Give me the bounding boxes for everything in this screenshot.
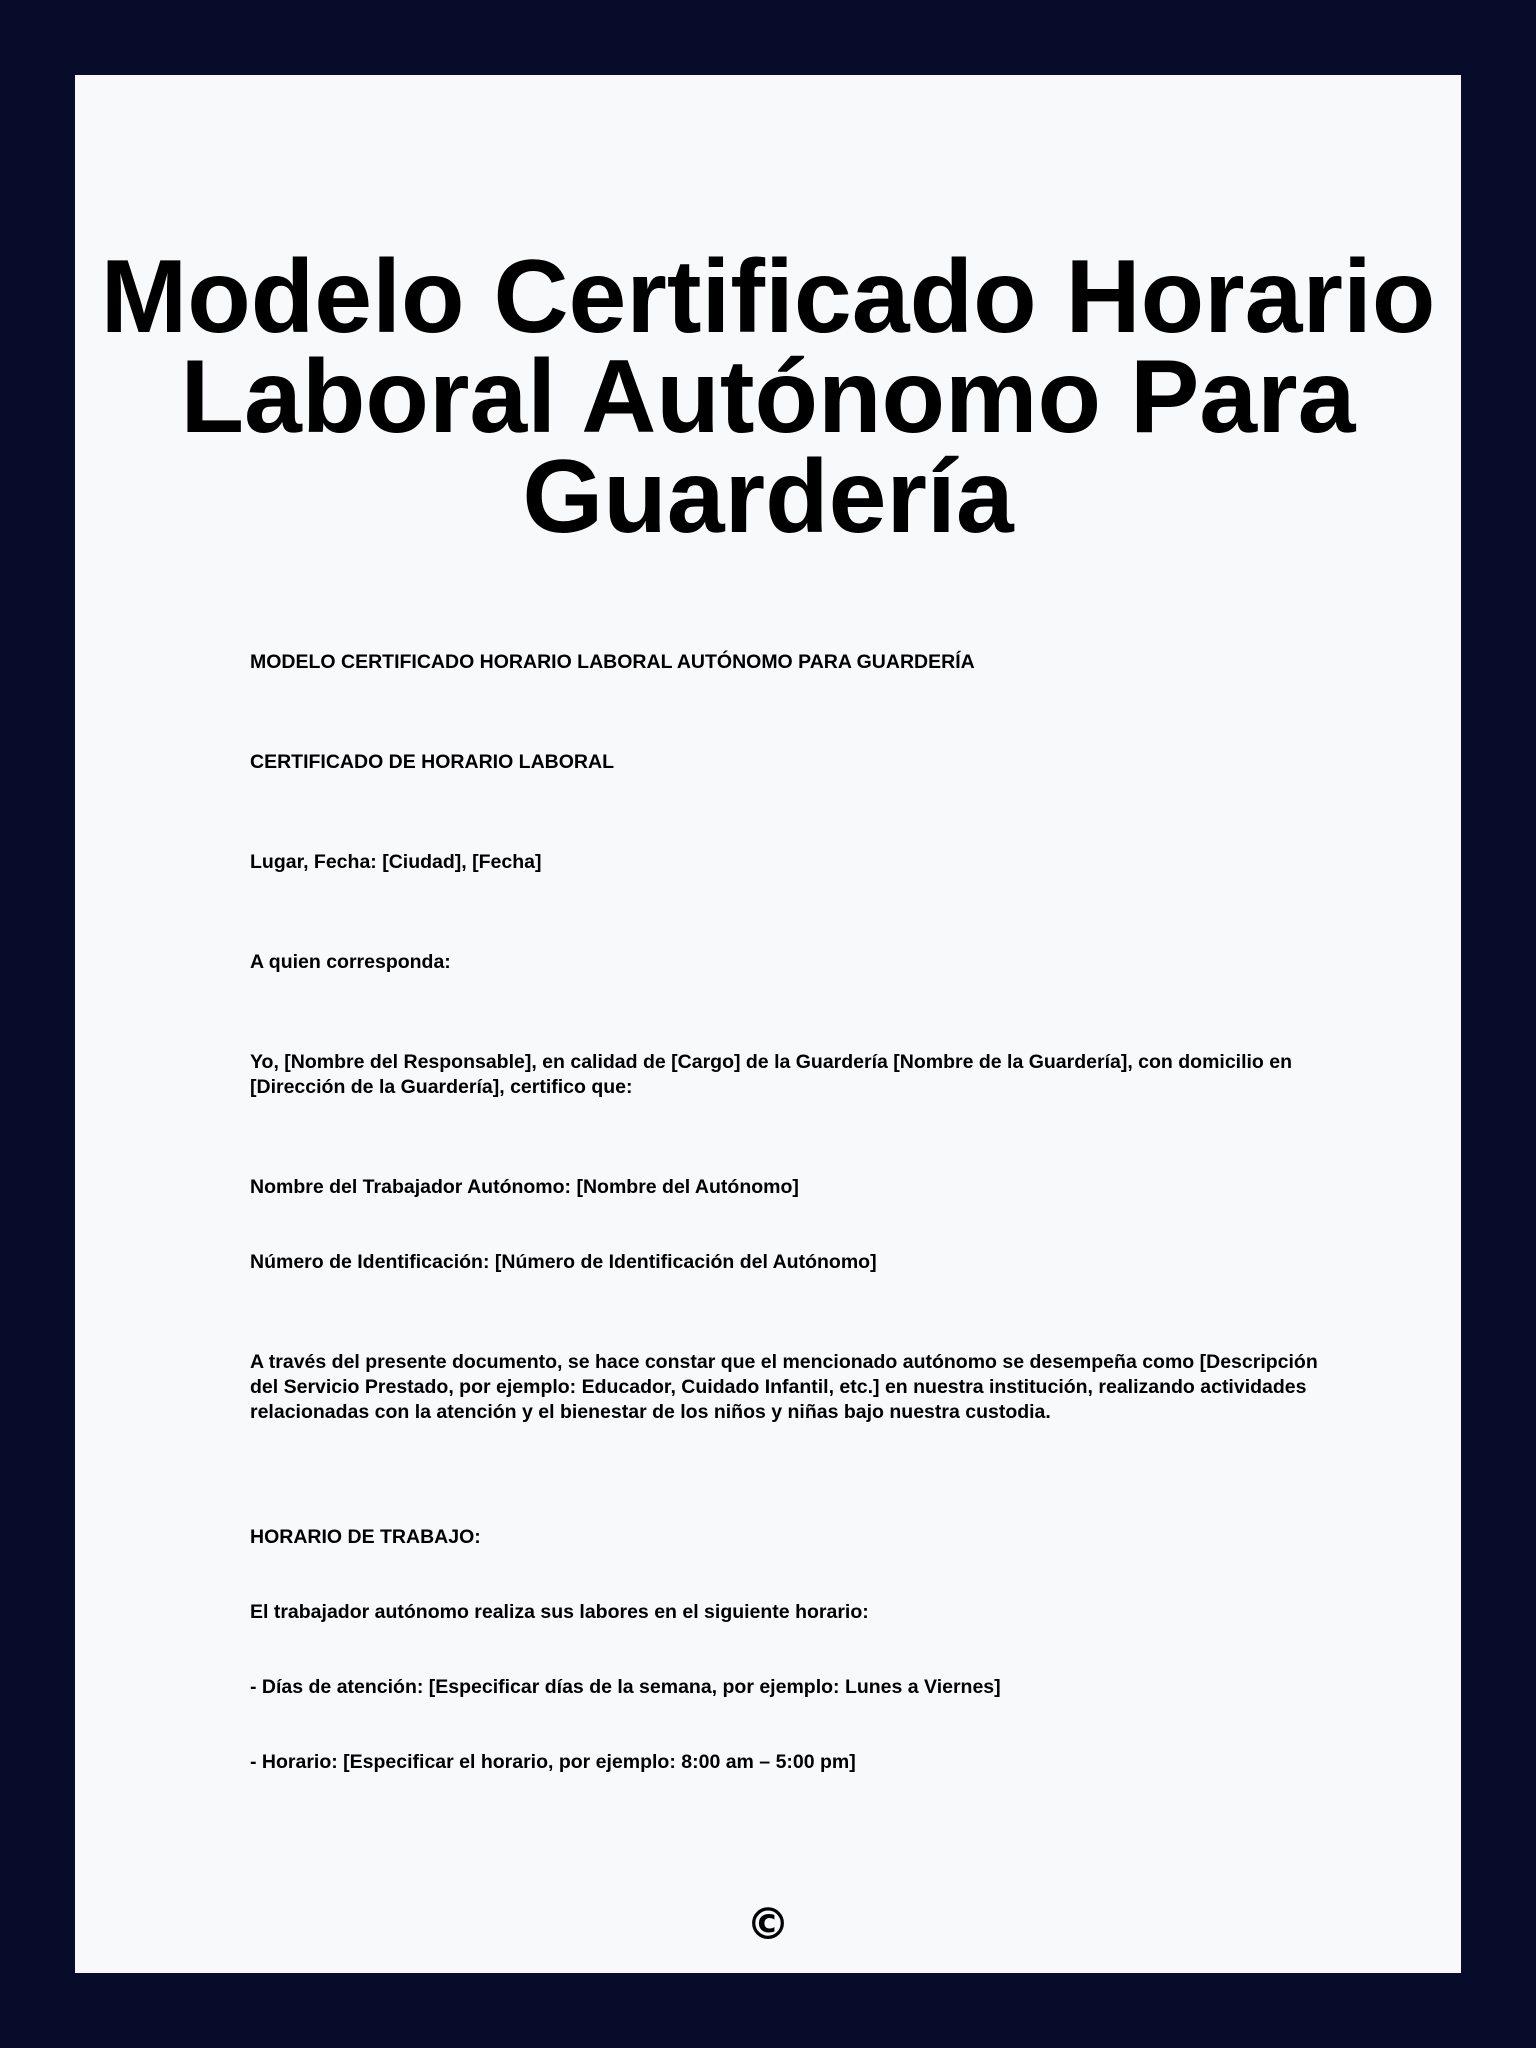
schedule-hours: - Horario: [Especificar el horario, por ejemplo: 8:00 am – 5:00 pm] [250,1751,856,1773]
schedule-heading: HORARIO DE TRABAJO: [250,1526,481,1548]
place-date-line: Lugar, Fecha: [Ciudad], [Fecha] [250,851,542,873]
copyright-icon: © [746,1899,790,1950]
worker-id-line: Número de Identificación: [Número de Identificación del Autónomo] [250,1251,877,1273]
document-title: Modelo Certificado Horario Laboral Autónomo Para Guardería [100,239,1436,555]
responsible-statement: Yo, [Nombre del Responsable], en calidad de [Cargo] de la Guardería [Nombre de la Guardería], con domicilio en [Dirección de la Guardería], certifico que: [250,1051,1293,1098]
salutation: A quien corresponda: [250,951,451,973]
document-page [75,75,1461,1973]
schedule-days: - Días de atención: [Especificar días de la semana, por ejemplo: Lunes a Viernes] [250,1676,1001,1698]
certificate-heading: CERTIFICADO DE HORARIO LABORAL [250,751,614,773]
schedule-intro: El trabajador autónomo realiza sus labores en el siguiente horario: [250,1601,869,1623]
worker-name-line: Nombre del Trabajador Autónomo: [Nombre del Autónomo] [250,1176,799,1198]
service-description: A través del presente documento, se hace constar que el mencionado autónomo se desempeña como [Descripción del Servicio Prestado, por ejemplo: Educador, Cuidado Infantil, etc.] en nuestra institución, realizando actividades relacionadas con la atención y el bienestar de los niños y niñas bajo nuestra custodia. [250,1351,1318,1423]
document-heading: MODELO CERTIFICADO HORARIO LABORAL AUTÓNOMO PARA GUARDERÍA [250,651,975,673]
